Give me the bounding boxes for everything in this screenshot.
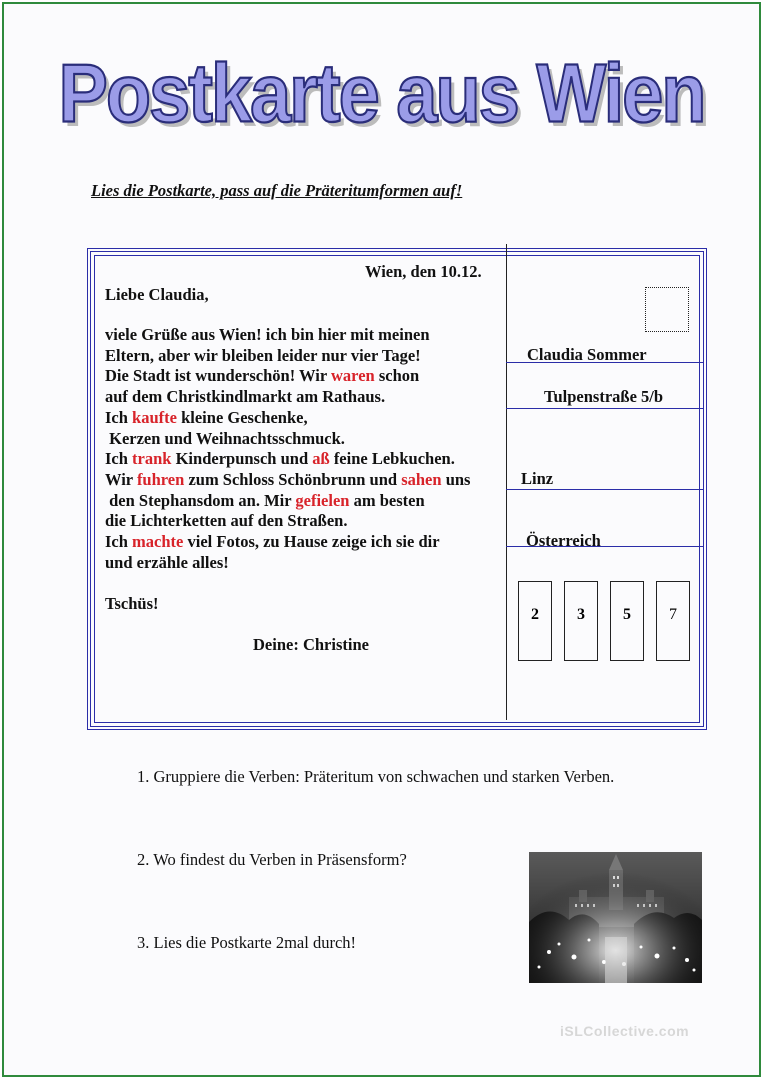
letter-date: Wien, den 10.12. <box>365 262 482 281</box>
highlighted-verb: sahen <box>401 469 442 489</box>
vienna-photo <box>529 852 702 983</box>
address-country: Österreich <box>526 531 601 550</box>
letter-text-segment: schon <box>374 366 420 386</box>
address-line-2 <box>506 408 704 409</box>
address-line-3 <box>506 489 704 490</box>
letter-text-segment: uns <box>441 469 471 489</box>
address-street: Tulpenstraße 5/b <box>544 387 664 406</box>
postal-digit-box: 2 <box>518 581 552 661</box>
letter-closing: Tschüs! <box>105 594 159 613</box>
letter-text-segment: Ich <box>105 407 133 427</box>
letter-text-segment: auf dem Christkindlmarkt am Rathaus. <box>105 387 386 407</box>
postal-digit-box: 3 <box>564 581 598 661</box>
letter-text-segment: kleine Geschenke, <box>176 407 308 427</box>
postal-digit-box: 5 <box>610 581 644 661</box>
letter-text-segment: viel Fotos, zu Hause zeige ich sie dir <box>183 532 440 551</box>
letter-text-segment: den Stephansdom an. Mir <box>105 490 296 510</box>
instruction-text: Lies die Postkarte, pass auf die Präteritumformen auf! <box>91 181 463 200</box>
stamp-placeholder <box>645 287 689 332</box>
letter-line <box>105 346 421 366</box>
letter-line <box>105 491 425 511</box>
address-name: Claudia Sommer <box>527 345 647 364</box>
letter-line <box>105 470 470 490</box>
letter-line <box>105 511 347 531</box>
letter-text-segment: viele Grüße aus Wien! ich bin hier mit meinen <box>105 325 430 344</box>
address-city: Linz <box>521 469 554 488</box>
letter-line <box>105 553 229 573</box>
page-title: Postkarte aus Wien <box>58 46 705 140</box>
letter-line <box>105 366 419 386</box>
letter-line <box>105 532 440 552</box>
letter-line <box>105 449 455 469</box>
highlighted-verb: machte <box>132 532 184 551</box>
highlighted-verb: kaufte <box>132 407 177 427</box>
letter-line <box>105 429 345 449</box>
highlighted-verb: trank <box>132 449 172 469</box>
question-1: 1. Gruppiere die Verben: Präteritum von schwachen und starken Verben. <box>137 767 615 786</box>
letter-line <box>105 387 385 407</box>
letter-text-segment: zum Schloss Schönbrunn und <box>184 469 402 489</box>
letter-text-segment: Wir <box>105 469 137 489</box>
letter-text-segment: Kinderpunsch und <box>171 449 313 469</box>
highlighted-verb: waren <box>331 366 375 386</box>
letter-text-segment: Ich <box>105 532 133 551</box>
highlighted-verb: fuhren <box>136 469 185 489</box>
postal-digit-box: 7 <box>656 581 690 661</box>
question-3: 3. Lies die Postkarte 2mal durch! <box>137 933 357 952</box>
letter-greeting: Liebe Claudia, <box>105 285 209 304</box>
letter-text-segment: Eltern, aber wir bleiben leider nur vier Tage! <box>105 345 421 365</box>
question-2: 2. Wo findest du Verben in Präsensform? <box>137 850 407 869</box>
postcard-divider <box>506 244 507 720</box>
letter-text-segment: Die Stadt ist wunderschön! Wir <box>105 366 331 386</box>
watermark-text: iSLCollective.com <box>560 1023 690 1039</box>
letter-text-segment: Ich <box>105 449 133 469</box>
highlighted-verb: gefielen <box>295 490 350 510</box>
letter-text-segment: und erzähle alles! <box>105 552 229 572</box>
letter-text-segment: am besten <box>349 490 425 510</box>
letter-line <box>105 325 430 345</box>
letter-text-segment: die Lichterketten auf den Straßen. <box>105 511 348 531</box>
letter-text-segment: Kerzen und Weihnachtsschmuck. <box>105 428 345 448</box>
letter-text-segment: feine Lebkuchen. <box>329 449 455 469</box>
letter-line <box>105 408 308 428</box>
photo-image-icon <box>529 852 702 983</box>
highlighted-verb: aß <box>312 449 330 469</box>
letter-signature: Deine: Christine <box>253 635 369 654</box>
